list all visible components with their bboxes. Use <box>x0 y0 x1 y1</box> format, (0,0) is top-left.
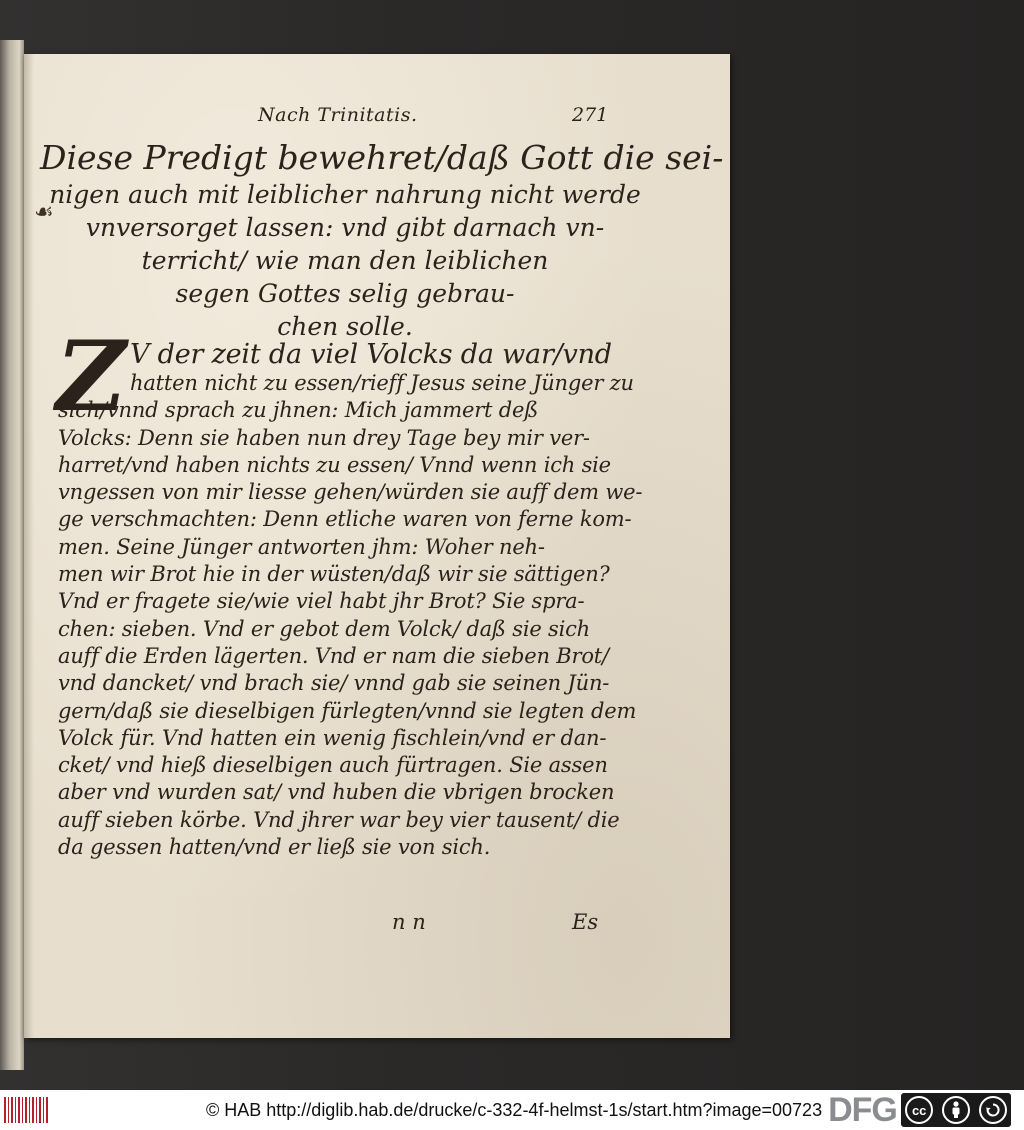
summary-line: segen Gottes selig gebrau- <box>175 279 515 308</box>
body-line: men wir Brot hie in der wüsten/daß wir sie sättigen? <box>58 562 610 587</box>
marginal-ornament-icon: ☙ <box>34 200 54 225</box>
body-line: aber vnd wurden sat/ vnd huben die vbrigen brocken <box>58 780 615 805</box>
body-line: da gessen hatten/vnd er ließ sie von sich. <box>58 835 491 860</box>
summary-line: chen solle. <box>277 312 413 341</box>
body-line: vngessen von mir liesse gehen/würden sie auff dem we- <box>58 480 643 505</box>
body-line: Volcks: Denn sie haben nun drey Tage bey mir ver- <box>58 425 590 450</box>
page-gutter-shadow <box>24 54 34 1038</box>
body-line: vnd dancket/ vnd brach sie/ vnnd gab sie seinen Jün- <box>58 671 610 696</box>
body-line: V der zeit da viel Volcks da war/vnd <box>130 339 612 370</box>
dfg-logo: DFG <box>828 1091 897 1129</box>
catchword: Es <box>572 910 599 934</box>
body-line: sich/vnnd sprach zu jhnen: Mich jammert deß <box>58 398 539 423</box>
body-line: Vnd er fragete sie/wie viel habt jhr Brot? Sie spra- <box>58 589 585 614</box>
body-line: auff die Erden lägerten. Vnd er nam die sieben Brot/ <box>58 643 609 668</box>
cc-icon: cc <box>905 1096 933 1124</box>
signature-mark: n n <box>392 910 426 934</box>
body-line: chen: sieben. Vnd er gebot dem Volck/ daß sie sich <box>58 616 591 641</box>
hab-barcode-logo-icon <box>4 1097 48 1123</box>
cc-license-badge[interactable] <box>901 1093 1011 1127</box>
body-line: auff sieben körbe. Vnd jhrer war bey vier tausent/ die <box>58 807 620 832</box>
summary-line: Diese Predigt bewehret/daß Gott die sei- <box>40 138 724 177</box>
body-line: cket/ vnd hieß dieselbigen auch fürtragen. Sie assen <box>58 753 608 778</box>
body-line: Volck für. Vnd hatten ein wenig fischlein/vnd er dan- <box>58 725 607 750</box>
sharealike-arrow-icon <box>985 1102 1001 1118</box>
running-head: Nach Trinitatis. <box>258 104 418 126</box>
body-text <box>58 339 643 861</box>
sermon-summary <box>40 138 724 343</box>
adjacent-page-edge <box>0 40 24 1070</box>
body-line: men. Seine Jünger antworten jhm: Woher neh- <box>58 534 545 559</box>
viewer-footer <box>0 1090 1024 1130</box>
decorated-initial: Z <box>56 320 127 433</box>
body-line: gern/daß sie dieselbigen fürlegten/vnnd sie legten dem <box>58 698 637 723</box>
body-line: ge verschmachten: Denn etliche waren von ferne kom- <box>58 507 632 532</box>
share-alike-icon <box>979 1096 1007 1124</box>
summary-line: nigen auch mit leiblicher nahrung nicht werde <box>49 180 641 209</box>
summary-line: vnversorget lassen: vnd gibt darnach vn- <box>85 213 605 242</box>
body-line: harret/vnd haben nichts zu essen/ Vnnd wenn ich sie <box>58 452 611 477</box>
attribution-person-icon <box>942 1096 970 1124</box>
copyright-link[interactable]: © HAB http://diglib.hab.de/drucke/c-332-4f-helmst-1s/start.htm?image=00723 <box>206 1099 823 1120</box>
body-line: hatten nicht zu essen/rieff Jesus seine Jünger zu <box>130 371 634 395</box>
summary-line: terricht/ wie man den leiblichen <box>141 246 549 275</box>
person-icon <box>949 1101 963 1119</box>
page-number: 271 <box>572 104 609 126</box>
